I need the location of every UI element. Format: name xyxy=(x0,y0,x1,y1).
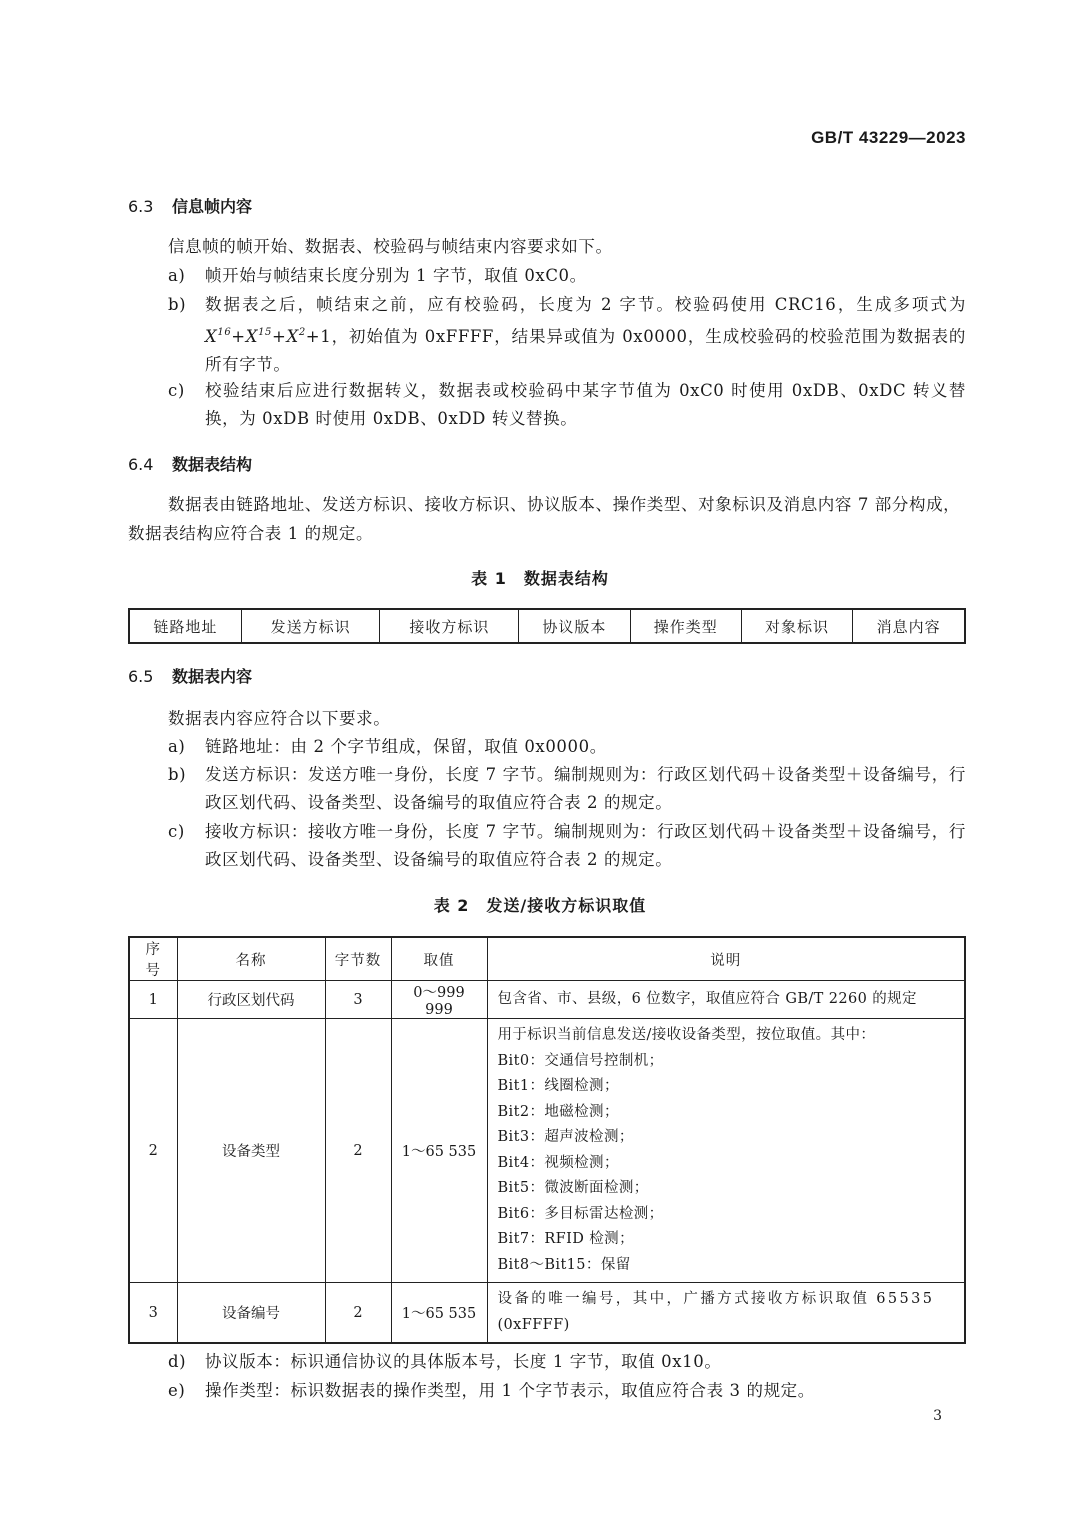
section-heading-6-5 xyxy=(128,664,252,687)
list-label: c) xyxy=(168,381,185,400)
list-text-part: ，初始值为 0xFFFF，结果异或值为 0x0000，生成校验码的校验范围为数据表的所有字节。 xyxy=(205,327,966,374)
desc-line: 用于标识当前信息发送/接收设备类型，按位取值。其中： xyxy=(497,1027,876,1043)
list-label: b) xyxy=(168,295,187,314)
paragraph: 数据表由链路地址、发送方标识、接收方标识、协议版本、操作类型、对象标识及消息内容 7 部分构成，数据表结构应符合表 1 的规定。 xyxy=(128,495,961,543)
column-header: 说明 xyxy=(487,937,965,981)
poly-op: + xyxy=(272,327,287,346)
table-2-title: 表 2 发送/接收方标识取值 xyxy=(433,896,647,915)
cell-name: 行政区划代码 xyxy=(177,981,325,1019)
page-number: 3 xyxy=(933,1408,942,1424)
column-header: 取值 xyxy=(391,937,487,981)
column-header: 名称 xyxy=(177,937,325,981)
desc-line: Bit8～Bit15：保留 xyxy=(497,1256,631,1273)
table-cell: 接收方标识 xyxy=(380,609,519,643)
section-number: 6.3 xyxy=(128,197,154,216)
list-label: b) xyxy=(168,765,187,784)
section-title: 信息帧内容 xyxy=(172,197,253,216)
desc-line: Bit5：微波断面检测； xyxy=(497,1180,649,1196)
section-number: 6.4 xyxy=(128,455,154,474)
table-1-title: 表 1 数据表结构 xyxy=(471,569,609,588)
cell-desc xyxy=(487,981,965,1019)
list-text: 协议版本：标识通信协议的具体版本号，长度 1 字节，取值 0x10。 xyxy=(205,1352,722,1371)
polynomial xyxy=(205,327,331,346)
desc-line: (0xFFFF) xyxy=(497,1316,570,1333)
cell-value: 0～999 999 xyxy=(391,981,487,1019)
table-cell: 对象标识 xyxy=(741,609,852,643)
table-cell: 发送方标识 xyxy=(241,609,380,643)
table-cell: 消息内容 xyxy=(853,609,965,643)
cell-desc xyxy=(487,1283,965,1344)
list-item-d xyxy=(168,1348,966,1376)
cell-value: 1～65 535 xyxy=(391,1283,487,1344)
desc-line: Bit1：线圈检测； xyxy=(497,1078,619,1094)
paragraph: 数据表内容应符合以下要求。 xyxy=(168,709,391,728)
list-text-part: 数据表之后，帧结束之前，应有校验码，长度为 2 字节。校验码使用 CRC16，生成多项式为 xyxy=(205,295,966,314)
list-label: e) xyxy=(168,1381,186,1400)
list-item-c xyxy=(168,377,966,433)
poly-var: X xyxy=(286,327,299,346)
cell-name: 设备编号 xyxy=(177,1283,325,1344)
section-title: 数据表结构 xyxy=(172,455,253,474)
list-text: 链路地址：由 2 个字节组成，保留，取值 0x0000。 xyxy=(205,737,607,756)
poly-exp: 15 xyxy=(258,327,273,338)
table-1 xyxy=(128,608,966,644)
cell-name: 设备类型 xyxy=(177,1019,325,1283)
desc-line: 包含省、市、县级，6 位数字，取值应符合 GB/T 2260 的规定 xyxy=(497,990,917,1007)
desc-line: Bit7：RFID 检测； xyxy=(497,1231,634,1247)
table-row xyxy=(129,609,965,643)
list-label: a) xyxy=(168,737,186,756)
standard-number: GB/T 43229—2023 xyxy=(811,128,966,147)
section-heading-6-4 xyxy=(128,452,252,475)
poly-tail: +1 xyxy=(305,327,332,346)
list-text xyxy=(205,291,966,379)
table-cell: 链路地址 xyxy=(129,609,241,643)
table-cell: 操作类型 xyxy=(630,609,741,643)
cell-no: 2 xyxy=(129,1019,177,1283)
poly-exp: 2 xyxy=(298,327,306,338)
poly-op: + xyxy=(231,327,246,346)
cell-no: 1 xyxy=(129,981,177,1019)
list-label: a) xyxy=(168,266,186,285)
section-title: 数据表内容 xyxy=(172,667,253,686)
table-row xyxy=(129,1283,965,1344)
poly-var: X xyxy=(205,327,218,346)
desc-line: Bit4：视频检测； xyxy=(497,1154,619,1171)
desc-line: Bit0：交通信号控制机； xyxy=(497,1052,664,1069)
table-cell: 协议版本 xyxy=(519,609,630,643)
paragraph: 信息帧的帧开始、数据表、校验码与帧结束内容要求如下。 xyxy=(168,237,613,256)
list-text: 接收方标识：接收方唯一身份，长度 7 字节。编制规则为：行政区划代码＋设备类型＋设备编号，行政区划代码、设备类型、设备编号的取值应符合表 2 的规定。 xyxy=(205,822,966,869)
list-item-c xyxy=(168,818,966,874)
cell-no: 3 xyxy=(129,1283,177,1344)
cell-bytes: 2 xyxy=(325,1019,391,1283)
poly-exp: 16 xyxy=(217,327,232,338)
cell-bytes: 2 xyxy=(325,1283,391,1344)
list-item-b xyxy=(168,761,966,817)
list-text: 帧开始与帧结束长度分别为 1 字节，取值 0xC0。 xyxy=(205,266,587,285)
list-item-b xyxy=(168,291,966,379)
column-header: 序号 xyxy=(129,937,177,981)
list-text: 发送方标识：发送方唯一身份，长度 7 字节。编制规则为：行政区划代码＋设备类型＋设备编号，行政区划代码、设备类型、设备编号的取值应符合表 2 的规定。 xyxy=(205,765,966,812)
section-heading-6-3 xyxy=(128,194,252,217)
column-header: 字节数 xyxy=(325,937,391,981)
list-item-a xyxy=(168,262,966,290)
desc-line: Bit3：超声波检测； xyxy=(497,1129,634,1145)
list-text: 校验结束后应进行数据转义，数据表或校验码中某字节值为 0xC0 时使用 0xDB、0xDC 转义替换，为 0xDB 时使用 0xDB、0xDD 转义替换。 xyxy=(205,381,966,428)
table-row xyxy=(129,981,965,1019)
cell-desc xyxy=(487,1019,965,1283)
list-item-e xyxy=(168,1377,966,1405)
desc-line: 设备的唯一编号，其中，广播方式接收方标识取值 65535 xyxy=(497,1291,935,1307)
list-item-a xyxy=(168,733,966,761)
table-header-row xyxy=(129,937,965,981)
table-2 xyxy=(128,936,966,1344)
poly-var: X xyxy=(245,327,259,346)
desc-line: Bit2：地磁检测； xyxy=(497,1103,619,1120)
list-label: d) xyxy=(168,1352,187,1371)
cell-value: 1～65 535 xyxy=(391,1019,487,1283)
desc-line: Bit6：多目标雷达检测； xyxy=(497,1205,664,1222)
section-number: 6.5 xyxy=(128,667,154,686)
table-row xyxy=(129,1019,965,1283)
cell-bytes: 3 xyxy=(325,981,391,1019)
list-label: c) xyxy=(168,822,185,841)
list-text: 操作类型：标识数据表的操作类型，用 1 个字节表示，取值应符合表 3 的规定。 xyxy=(205,1381,815,1400)
